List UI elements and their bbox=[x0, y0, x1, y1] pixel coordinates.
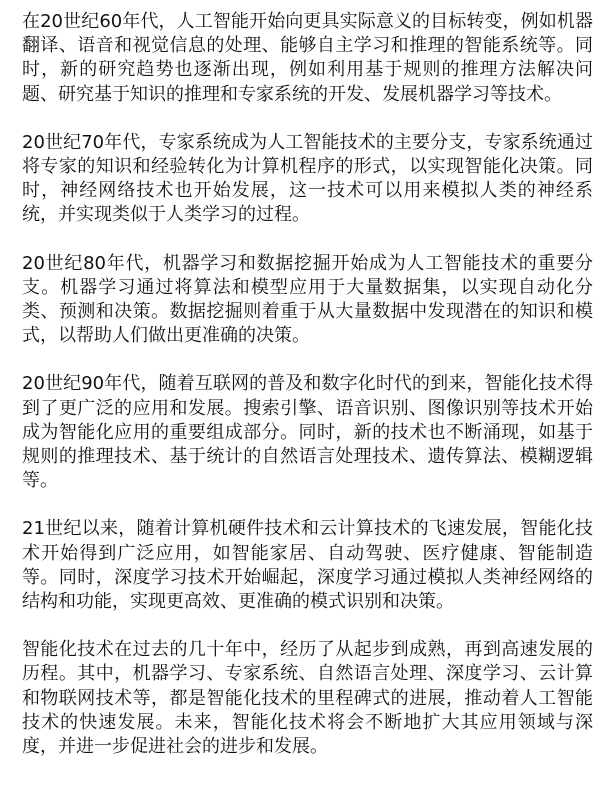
paragraph-1960s: 在20世纪60年代，人工智能开始向更具实际意义的目标转变，例如机器翻译、语音和视觉信息的处理、能够自主学习和推理的智能系统等。同时，新的研究趋势也逐渐出现，例如利用基于规则的推理方法解决问题、研究基于知识的推理和专家系统的开发、发展机器学习等技术。 bbox=[22, 11, 593, 105]
paragraph-1980s: 20世纪80年代，机器学习和数据挖掘开始成为人工智能技术的重要分支。机器学习通过将算法和模型应用于大量数据集，以实现自动化分类、预测和决策。数据挖掘则着重于从大量数据中发现潜在的知识和模式，以帮助人们做出更准确的决策。 bbox=[22, 252, 593, 347]
paragraph-summary: 智能化技术在过去的几十年中，经历了从起步到成熟，再到高速发展的历程。其中，机器学习、专家系统、自然语言处理、深度学习、云计算和物联网技术等，都是智能化技术的里程碑式的进展，推动着人工智能技术的快速发展。未来，智能化技术将会不断地扩大其应用领域与深度，并进一步促进社会的进步和发展。 bbox=[22, 639, 593, 758]
paragraph-21st-century: 21世纪以来，随着计算机硬件技术和云计算技术的飞速发展，智能化技术开始得到广泛应用，如智能家居、自动驾驶、医疗健康、智能制造等。同时，深度学习技术开始崛起，深度学习通过模拟人类神经网络的结构和功能，实现更高效、更准确的模式识别和决策。 bbox=[22, 518, 593, 613]
paragraph-1990s: 20世纪90年代，随着互联网的普及和数字化时代的到来，智能化技术得到了更广泛的应用和发展。搜索引擎、语音识别、图像识别等技术开始成为智能化应用的重要组成部分。同时，新的技术也不断涌现，如基于规则的推理技术、基于统计的自然语言处理技术、遗传算法、模糊逻辑等。 bbox=[22, 373, 593, 492]
paragraph-1970s: 20世纪70年代，专家系统成为人工智能技术的主要分支，专家系统通过将专家的知识和经验转化为计算机程序的形式，以实现智能化决策。同时，神经网络技术也开始发展，这一技术可以用来模拟人类的神经系统，并实现类似于人类学习的过程。 bbox=[22, 131, 593, 226]
